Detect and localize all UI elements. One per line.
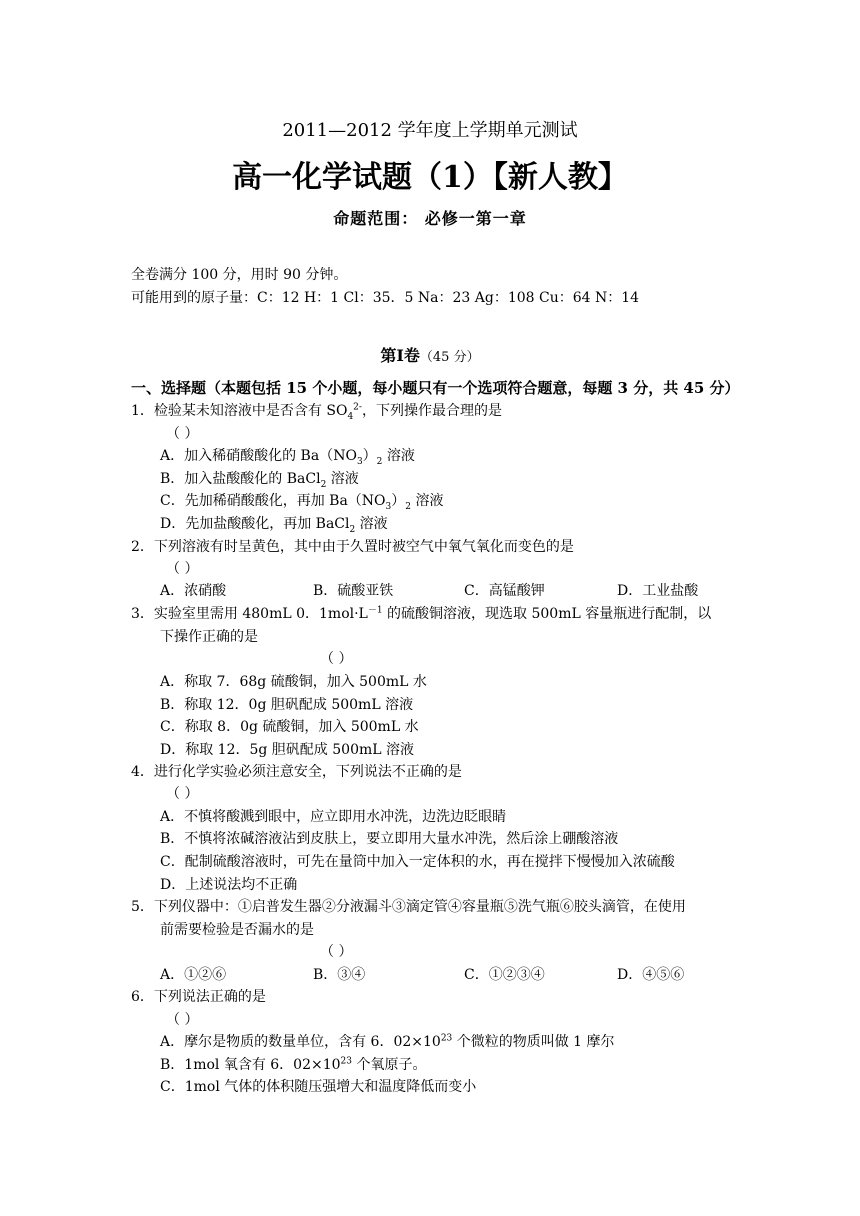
q3-stem-line-1: 3．实验室里需用 480mL 0．$1mol\cdot L^{-1}$ 的硫酸铜溶液，现选取 500mL 容量瓶进行配制，以 [131, 605, 712, 622]
q6-option-a: A．摩尔是物质的数量单位，含有 6．$02\times 10^{23}$ 个微粒的物质叫做 1 摩尔 [160, 1033, 615, 1050]
q4-option-a: A．不慎将酸溅到眼中，应立即用水冲洗，边洗边眨眼睛 [160, 809, 507, 825]
q4-stem: 4．进行化学实验必须注意安全，下列说法不正确的是 [131, 764, 462, 780]
q3-stem-line-2: 下操作正确的是 [160, 629, 258, 645]
section-score: （45 分） [419, 350, 480, 365]
q2-answer-paren: （ ） [166, 561, 199, 577]
q3-option-b: B．称取 12．0g 胆矾配成 500mL 溶液 [160, 697, 414, 713]
q5-answer-paren: （ ） [320, 944, 353, 960]
q3-option-d: D．称取 12．5g 胆矾配成 500mL 溶液 [160, 742, 415, 758]
q5-stem-line-2: 前需要检验是否漏水的是 [160, 922, 314, 938]
q3-option-c: C．称取 8．0g 硫酸铜，加入 500mL 水 [160, 719, 419, 735]
q3-option-a: A．称取 7．68g 硫酸铜，加入 500mL 水 [160, 674, 427, 690]
q2-option-a: A．浓硝酸 [160, 583, 227, 599]
section-label: 第Ⅰ卷 [380, 346, 420, 365]
q5-option-b: B．③④ [313, 967, 366, 983]
q5-stem-line-1: 5．下列仪器中：①启普发生器②分液漏斗③滴定管④容量瓶⑤洗气瓶⑥胶头滴管，在使用 [131, 899, 686, 915]
section-title [0, 343, 860, 366]
year-line: 2011—2012 学年度上学期单元测试 [282, 120, 578, 141]
section-heading: 一、选择题（本题包括 15 个小题，每小题只有一个选项符合题意，每题 3 分，共 45 分） [131, 379, 740, 397]
q1-option-a: A．加入稀硝酸酸化的 $Ba(NO_3)_2$ 溶液 [160, 448, 415, 467]
q5-option-c: C．①②③④ [464, 967, 545, 983]
q1-stem: 1．检验某未知溶液中是否含有 $SO_4^{2-}$，下列操作最合理的是 [131, 402, 502, 422]
q6-option-c: C．1mol 气体的体积随压强增大和温度降低而变小 [160, 1079, 477, 1095]
intro-line-2: 可能用到的原子量：C：12 H：1 Cl：35．5 Na：23 Ag：108 Cu：64 N：14 [131, 290, 640, 306]
main-title: 高一化学试题（1）【新人教】 [232, 160, 628, 195]
q1-option-d: D．先加盐酸酸化，再加 BaCl$_2$ 溶液 [160, 516, 388, 535]
q1-option-c: C．先加稀硝酸酸化，再加 $Ba(NO_3)_2$ 溶液 [160, 493, 444, 512]
q3-answer-paren: （ ） [320, 651, 353, 667]
q5-option-d: D．④⑤⑥ [617, 967, 685, 983]
q6-option-b: B．1mol 氧含有 6．$02\times 10^{23}$ 个氧原子。 [160, 1056, 427, 1073]
q4-answer-paren: （ ） [166, 786, 199, 802]
q4-option-b: B．不慎将浓碱溶液沾到皮肤上，要立即用大量水冲洗，然后涂上硼酸溶液 [160, 831, 619, 847]
scope-line: 命题范围： 必修一第一章 [333, 209, 527, 228]
q1-option-b: B．加入盐酸酸化的 BaCl$_2$ 溶液 [160, 471, 359, 490]
intro-line-1: 全卷满分 100 分，用时 90 分钟。 [131, 267, 348, 283]
q4-option-c: C．配制硫酸溶液时，可先在量筒中加入一定体积的水，再在搅拌下慢慢加入浓硫酸 [160, 854, 675, 870]
q5-option-a: A．①②⑥ [160, 967, 227, 983]
q4-option-d: D．上述说法均不正确 [160, 877, 298, 893]
q2-option-b: B．硫酸亚铁 [313, 583, 394, 599]
q2-stem: 2．下列溶液有时呈黄色，其中由于久置时被空气中氧气氧化而变色的是 [131, 539, 574, 555]
q2-option-d: D．工业盐酸 [617, 583, 699, 599]
q6-stem: 6．下列说法正确的是 [131, 989, 266, 1005]
q2-option-c: C．高锰酸钾 [464, 583, 545, 599]
q6-answer-paren: （ ） [166, 1012, 199, 1028]
q1-answer-paren: （ ） [166, 426, 199, 442]
